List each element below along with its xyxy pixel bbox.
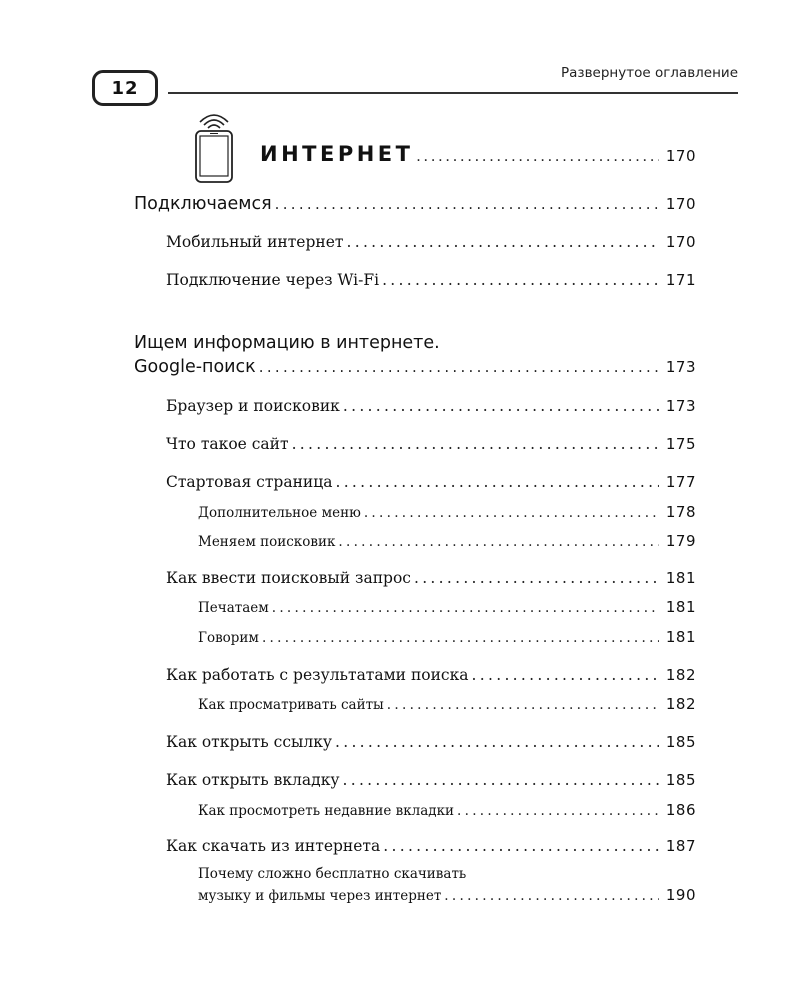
toc-subsubsection[interactable] bbox=[198, 532, 696, 550]
toc-subsection-label: Браузер и поисковик bbox=[166, 397, 340, 415]
dot-leader bbox=[457, 803, 659, 819]
toc-subsection[interactable] bbox=[166, 435, 696, 453]
toc-subsection-label: Как скачать из интернета bbox=[166, 837, 381, 855]
toc-subsubsection-label: Как просматривать сайты bbox=[198, 697, 384, 713]
toc-subsection-label: Как ввести поисковый запрос bbox=[166, 569, 411, 587]
toc-subsection-label: Подключение через Wi-Fi bbox=[166, 271, 380, 289]
toc-subsection[interactable] bbox=[166, 837, 696, 855]
toc-subsubsection-label: Печатаем bbox=[198, 600, 269, 616]
toc-page-number: 190 bbox=[665, 886, 696, 904]
dot-leader bbox=[275, 195, 659, 213]
toc-page-number: 186 bbox=[665, 801, 696, 819]
toc-page-number: 182 bbox=[665, 666, 696, 684]
toc-subsubsection[interactable] bbox=[198, 801, 696, 819]
dot-leader bbox=[472, 666, 659, 684]
toc-section-label: Подключаемся bbox=[134, 194, 272, 214]
toc-subsection[interactable] bbox=[166, 666, 696, 684]
dot-leader bbox=[382, 271, 659, 289]
toc-page-number: 175 bbox=[665, 435, 696, 453]
dot-leader bbox=[259, 358, 659, 376]
toc-section[interactable] bbox=[134, 357, 696, 377]
toc-page-number: 182 bbox=[665, 695, 696, 713]
toc-section-label-line1: Ищем информацию в интернете. bbox=[134, 333, 440, 353]
dot-leader bbox=[364, 505, 659, 521]
toc-page-number: 178 bbox=[665, 503, 696, 521]
toc-subsection-label: Что такое сайт bbox=[166, 435, 289, 453]
toc-page-number: 177 bbox=[665, 473, 696, 491]
toc-subsubsection[interactable] bbox=[198, 598, 696, 616]
dot-leader bbox=[387, 697, 659, 713]
toc-page-number: 181 bbox=[665, 628, 696, 646]
toc-subsection-label: Стартовая страница bbox=[166, 473, 333, 491]
toc-subsubsection-label: музыку и фильмы через интернет bbox=[198, 888, 442, 904]
toc-subsubsection-label: Как просмотреть недавние вкладки bbox=[198, 803, 455, 819]
toc-page-number: 170 bbox=[665, 195, 696, 213]
dot-leader bbox=[272, 600, 659, 616]
toc-section-label: Google-поиск bbox=[134, 357, 256, 377]
dot-leader bbox=[343, 397, 659, 415]
toc-page-number: 170 bbox=[665, 233, 696, 251]
toc-page-number: 171 bbox=[665, 271, 696, 289]
chapter-heading[interactable] bbox=[260, 142, 696, 166]
dot-leader bbox=[335, 733, 659, 751]
toc-subsection[interactable] bbox=[166, 473, 696, 491]
dot-leader bbox=[414, 569, 659, 587]
toc-page-number: 185 bbox=[665, 733, 696, 751]
toc-subsection[interactable] bbox=[166, 233, 696, 251]
dot-leader bbox=[262, 630, 659, 646]
dot-leader bbox=[444, 888, 659, 904]
toc-subsection[interactable] bbox=[166, 271, 696, 289]
toc-subsubsection-label: Меняем поисковик bbox=[198, 534, 336, 550]
dot-leader bbox=[292, 435, 659, 453]
toc-subsubsection[interactable] bbox=[198, 886, 696, 904]
toc-page-number: 173 bbox=[665, 358, 696, 376]
chapter-page: 170 bbox=[665, 147, 696, 165]
chapter-title: ИНТЕРНЕТ bbox=[260, 142, 414, 166]
toc-subsubsection-label: Говорим bbox=[198, 630, 259, 646]
page-number: 12 bbox=[92, 70, 158, 106]
dot-leader bbox=[383, 837, 659, 855]
toc-subsection-label: Как открыть ссылку bbox=[166, 733, 332, 751]
toc-section[interactable] bbox=[134, 194, 696, 214]
toc-subsubsection-label-line1: Почему сложно бесплатно скачивать bbox=[198, 866, 467, 882]
dot-leader bbox=[335, 473, 658, 491]
toc-page-number: 181 bbox=[665, 569, 696, 587]
toc-subsection[interactable] bbox=[166, 771, 696, 789]
running-title: Развернутое оглавление bbox=[560, 65, 738, 81]
toc-subsubsection-label: Дополнительное меню bbox=[198, 505, 361, 521]
dot-leader bbox=[347, 233, 659, 251]
dot-leader bbox=[416, 148, 658, 166]
toc-subsection-label: Мобильный интернет bbox=[166, 233, 344, 251]
toc-subsection-label: Как открыть вкладку bbox=[166, 771, 340, 789]
toc-page-number: 179 bbox=[665, 532, 696, 550]
toc-page-number: 181 bbox=[665, 598, 696, 616]
dot-leader bbox=[338, 534, 658, 550]
toc-page-number: 173 bbox=[665, 397, 696, 415]
toc-subsubsection[interactable] bbox=[198, 503, 696, 521]
toc-page-number: 185 bbox=[665, 771, 696, 789]
dot-leader bbox=[343, 771, 659, 789]
toc-subsection[interactable] bbox=[166, 397, 696, 415]
toc-subsection-label: Как работать с результатами поиска bbox=[166, 666, 469, 684]
header-rule bbox=[168, 92, 738, 94]
toc-page-number: 187 bbox=[665, 837, 696, 855]
toc-subsubsection[interactable] bbox=[198, 695, 696, 713]
toc-subsubsection[interactable] bbox=[198, 628, 696, 646]
smartphone-wifi-icon bbox=[190, 104, 238, 184]
toc-subsection[interactable] bbox=[166, 733, 696, 751]
toc-subsection[interactable] bbox=[166, 569, 696, 587]
